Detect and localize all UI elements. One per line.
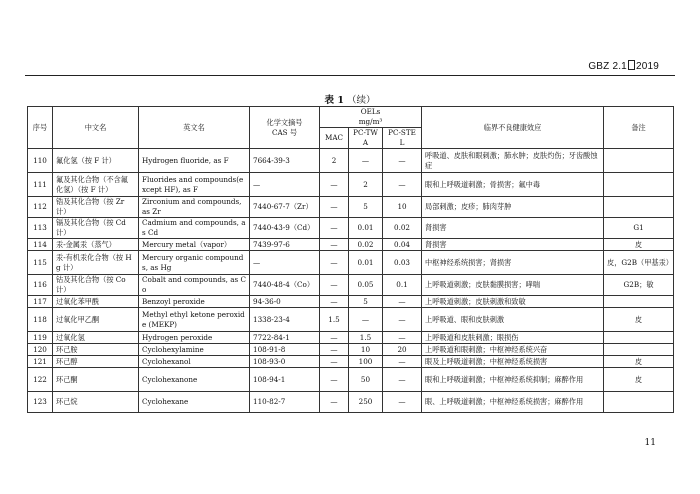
cell-cas: 7439-97-6 bbox=[250, 239, 320, 251]
cell-mac: 2 bbox=[320, 149, 349, 173]
table-row bbox=[28, 368, 674, 392]
cell-no: 119 bbox=[28, 332, 53, 344]
cell-cn-name: 钴及其化合物（按 Co 计） bbox=[53, 275, 139, 296]
cell-note: 皮 bbox=[604, 356, 674, 368]
cell-en-name: Methyl ethyl ketone peroxide (MEKP) bbox=[139, 308, 250, 332]
cell-no: 110 bbox=[28, 149, 53, 173]
cell-pc-stel: — bbox=[383, 149, 422, 173]
cell-cn-name: 环己醇 bbox=[53, 356, 139, 368]
cell-pc-twa: 100 bbox=[349, 356, 383, 368]
cell-effect: 眼和上呼吸道刺激；骨损害；氟中毒 bbox=[422, 173, 604, 197]
cell-mac: — bbox=[320, 356, 349, 368]
cell-en-name: Cyclohexanol bbox=[139, 356, 250, 368]
header-pc-stel: PC-STEL bbox=[383, 128, 422, 149]
cell-pc-stel: — bbox=[383, 392, 422, 413]
cell-no: 122 bbox=[28, 368, 53, 392]
header-cas-line2: CAS 号 bbox=[271, 127, 298, 137]
document-code bbox=[588, 60, 659, 72]
cell-cas: 94-36-0 bbox=[250, 296, 320, 308]
table-row bbox=[28, 275, 674, 296]
cell-note: 皮 bbox=[604, 368, 674, 392]
cell-note bbox=[604, 296, 674, 308]
cell-pc-stel: 10 bbox=[383, 197, 422, 218]
cell-no: 112 bbox=[28, 197, 53, 218]
cell-en-name: Cyclohexylamine bbox=[139, 344, 250, 356]
cell-en-name: Hydrogen peroxide bbox=[139, 332, 250, 344]
cell-effect: 上呼吸道、眼和皮肤刺激 bbox=[422, 308, 604, 332]
cell-en-name: Hydrogen fluoride, as F bbox=[139, 149, 250, 173]
cell-no: 120 bbox=[28, 344, 53, 356]
cell-en-name: Cadmium and compounds, as Cd bbox=[139, 218, 250, 239]
cell-mac: — bbox=[320, 173, 349, 197]
cell-cn-name: 环己酮 bbox=[53, 368, 139, 392]
cell-cn-name: 环己烷 bbox=[53, 392, 139, 413]
header-cas-line1: 化学文摘号 bbox=[266, 117, 303, 127]
cell-pc-stel: 0.03 bbox=[383, 251, 422, 275]
table-row bbox=[28, 173, 674, 197]
cell-effect: 呼吸道、皮肤和眼刺激；肺水肿；皮肤灼伤；牙齿酸蚀症 bbox=[422, 149, 604, 173]
cell-no: 117 bbox=[28, 296, 53, 308]
table-row bbox=[28, 251, 674, 275]
cell-effect: 肾损害 bbox=[422, 239, 604, 251]
table-row bbox=[28, 149, 674, 173]
cell-mac: — bbox=[320, 218, 349, 239]
cell-cas: 7722-84-1 bbox=[250, 332, 320, 344]
cell-no: 113 bbox=[28, 218, 53, 239]
cell-note: 皮 bbox=[604, 239, 674, 251]
cell-effect: 上呼吸道和眼刺激；中枢神经系统兴奋 bbox=[422, 344, 604, 356]
cell-pc-stel: — bbox=[383, 356, 422, 368]
placeholder-box-icon bbox=[628, 60, 635, 70]
cell-note bbox=[604, 197, 674, 218]
cell-pc-twa: 0.05 bbox=[349, 275, 383, 296]
cell-cas: 108-94-1 bbox=[250, 368, 320, 392]
cell-cas: 1338-23-4 bbox=[250, 308, 320, 332]
cell-en-name: Cyclohexanone bbox=[139, 368, 250, 392]
header-no: 序号 bbox=[28, 107, 53, 149]
cell-mac: — bbox=[320, 275, 349, 296]
cell-en-name: Fluorides and compounds(except HF), as F bbox=[139, 173, 250, 197]
cell-mac: — bbox=[320, 239, 349, 251]
table-row bbox=[28, 308, 674, 332]
cell-en-name: Mercury metal（vapor） bbox=[139, 239, 250, 251]
header-en-name: 英文名 bbox=[139, 107, 250, 149]
cell-pc-twa: 5 bbox=[349, 296, 383, 308]
cell-no: 114 bbox=[28, 239, 53, 251]
table-row bbox=[28, 356, 674, 368]
table-row bbox=[28, 296, 674, 308]
cell-pc-twa: 50 bbox=[349, 368, 383, 392]
table-row bbox=[28, 392, 674, 413]
cell-pc-stel: — bbox=[383, 308, 422, 332]
cell-effect: 眼和上呼吸道刺激；中枢神经系统抑制；麻醉作用 bbox=[422, 368, 604, 392]
cell-pc-twa: 250 bbox=[349, 392, 383, 413]
cell-pc-stel: 0.04 bbox=[383, 239, 422, 251]
cell-pc-stel: — bbox=[383, 368, 422, 392]
cell-pc-twa: — bbox=[349, 149, 383, 173]
cell-cas: 7440-67-7（Zr） bbox=[250, 197, 320, 218]
header-effect: 临界不良健康效应 bbox=[422, 107, 604, 149]
cell-no: 123 bbox=[28, 392, 53, 413]
cell-en-name: Mercury organic compounds, as Hg bbox=[139, 251, 250, 275]
document-code-prefix: GBZ 2.1 bbox=[588, 61, 627, 72]
cell-cn-name: 镉及其化合物（按 Cd 计） bbox=[53, 218, 139, 239]
header-oels-line2: mg/m³ bbox=[358, 117, 383, 126]
cell-effect: 上呼吸道刺激；皮肤刺激和致敏 bbox=[422, 296, 604, 308]
oels-table bbox=[27, 106, 674, 413]
cell-cas: — bbox=[250, 251, 320, 275]
header-cas bbox=[250, 107, 320, 149]
cell-pc-twa: 0.02 bbox=[349, 239, 383, 251]
table-row bbox=[28, 344, 674, 356]
cell-mac: — bbox=[320, 368, 349, 392]
table-title-suffix: （续） bbox=[346, 95, 376, 106]
cell-cn-name: 汞-有机汞化合物（按 Hg 计） bbox=[53, 251, 139, 275]
cell-cas: 7440-48-4（Co） bbox=[250, 275, 320, 296]
cell-cas: 7440-43-9（Cd） bbox=[250, 218, 320, 239]
cell-cn-name: 氟化氢（按 F 计） bbox=[53, 149, 139, 173]
cell-note: G2B；敏 bbox=[604, 275, 674, 296]
cell-effect: 中枢神经系统损害；肾损害 bbox=[422, 251, 604, 275]
table-row bbox=[28, 239, 674, 251]
cell-mac: — bbox=[320, 392, 349, 413]
table-title bbox=[0, 92, 700, 106]
cell-note bbox=[604, 173, 674, 197]
cell-note bbox=[604, 332, 674, 344]
cell-mac: — bbox=[320, 296, 349, 308]
cell-effect: 肾损害 bbox=[422, 218, 604, 239]
cell-note bbox=[604, 344, 674, 356]
cell-note: G1 bbox=[604, 218, 674, 239]
header-rule bbox=[25, 75, 675, 76]
cell-no: 118 bbox=[28, 308, 53, 332]
document-code-suffix: 2019 bbox=[635, 61, 659, 72]
cell-effect: 眼、上呼吸道刺激；中枢神经系统损害；麻醉作用 bbox=[422, 392, 604, 413]
table-row bbox=[28, 197, 674, 218]
cell-en-name: Zirconium and compounds, as Zr bbox=[139, 197, 250, 218]
cell-mac: 1.5 bbox=[320, 308, 349, 332]
page-number: 11 bbox=[644, 438, 656, 448]
cell-pc-twa: 2 bbox=[349, 173, 383, 197]
cell-pc-twa: 0.01 bbox=[349, 251, 383, 275]
cell-cn-name: 氟及其化合物（不含氟化氢）（按 F 计） bbox=[53, 173, 139, 197]
cell-en-name: Cobalt and compounds, as Co bbox=[139, 275, 250, 296]
header-oels bbox=[320, 107, 422, 128]
cell-mac: — bbox=[320, 251, 349, 275]
cell-no: 116 bbox=[28, 275, 53, 296]
cell-note bbox=[604, 392, 674, 413]
cell-cas: 110-82-7 bbox=[250, 392, 320, 413]
cell-effect: 局部刺激；皮疹；肺肉芽肿 bbox=[422, 197, 604, 218]
cell-cas: 7664-39-3 bbox=[250, 149, 320, 173]
cell-pc-twa: 10 bbox=[349, 344, 383, 356]
table-row bbox=[28, 332, 674, 344]
cell-cn-name: 环己胺 bbox=[53, 344, 139, 356]
cell-cn-name: 锆及其化合物（按 Zr 计） bbox=[53, 197, 139, 218]
cell-no: 121 bbox=[28, 356, 53, 368]
cell-effect: 眼及上呼吸道刺激；中枢神经系统损害 bbox=[422, 356, 604, 368]
cell-pc-stel: — bbox=[383, 173, 422, 197]
cell-cn-name: 汞-金属汞（蒸气） bbox=[53, 239, 139, 251]
cell-pc-twa: — bbox=[349, 308, 383, 332]
cell-effect: 上呼吸道刺激；皮肤黏膜损害；哮喘 bbox=[422, 275, 604, 296]
cell-pc-stel: 0.1 bbox=[383, 275, 422, 296]
cell-pc-stel: — bbox=[383, 332, 422, 344]
cell-note: 皮，G2B（甲基汞） bbox=[604, 251, 674, 275]
header-mac: MAC bbox=[320, 128, 349, 149]
cell-mac: — bbox=[320, 197, 349, 218]
cell-pc-twa: 0.01 bbox=[349, 218, 383, 239]
table-title-label: 表 1 bbox=[324, 95, 344, 106]
cell-en-name: Benzoyl peroxide bbox=[139, 296, 250, 308]
cell-cas: 108-93-0 bbox=[250, 356, 320, 368]
cell-note: 皮 bbox=[604, 308, 674, 332]
table-row bbox=[28, 218, 674, 239]
header-note: 备注 bbox=[604, 107, 674, 149]
cell-pc-twa: 5 bbox=[349, 197, 383, 218]
cell-pc-twa: 1.5 bbox=[349, 332, 383, 344]
header-cn-name: 中文名 bbox=[53, 107, 139, 149]
cell-note bbox=[604, 149, 674, 173]
header-pc-twa: PC-TWA bbox=[349, 128, 383, 149]
header-oels-line1: OELs bbox=[360, 107, 381, 116]
cell-en-name: Cyclohexane bbox=[139, 392, 250, 413]
cell-pc-stel: — bbox=[383, 296, 422, 308]
cell-no: 115 bbox=[28, 251, 53, 275]
cell-no: 111 bbox=[28, 173, 53, 197]
cell-pc-stel: 20 bbox=[383, 344, 422, 356]
cell-cn-name: 过氧化甲乙酮 bbox=[53, 308, 139, 332]
cell-cas: 108-91-8 bbox=[250, 344, 320, 356]
cell-cn-name: 过氧化氢 bbox=[53, 332, 139, 344]
cell-pc-stel: 0.02 bbox=[383, 218, 422, 239]
cell-cas: — bbox=[250, 173, 320, 197]
cell-mac: — bbox=[320, 344, 349, 356]
cell-mac: — bbox=[320, 332, 349, 344]
cell-cn-name: 过氧化苯甲酰 bbox=[53, 296, 139, 308]
cell-effect: 上呼吸道和皮肤刺激；眼损伤 bbox=[422, 332, 604, 344]
table-body bbox=[28, 149, 674, 413]
